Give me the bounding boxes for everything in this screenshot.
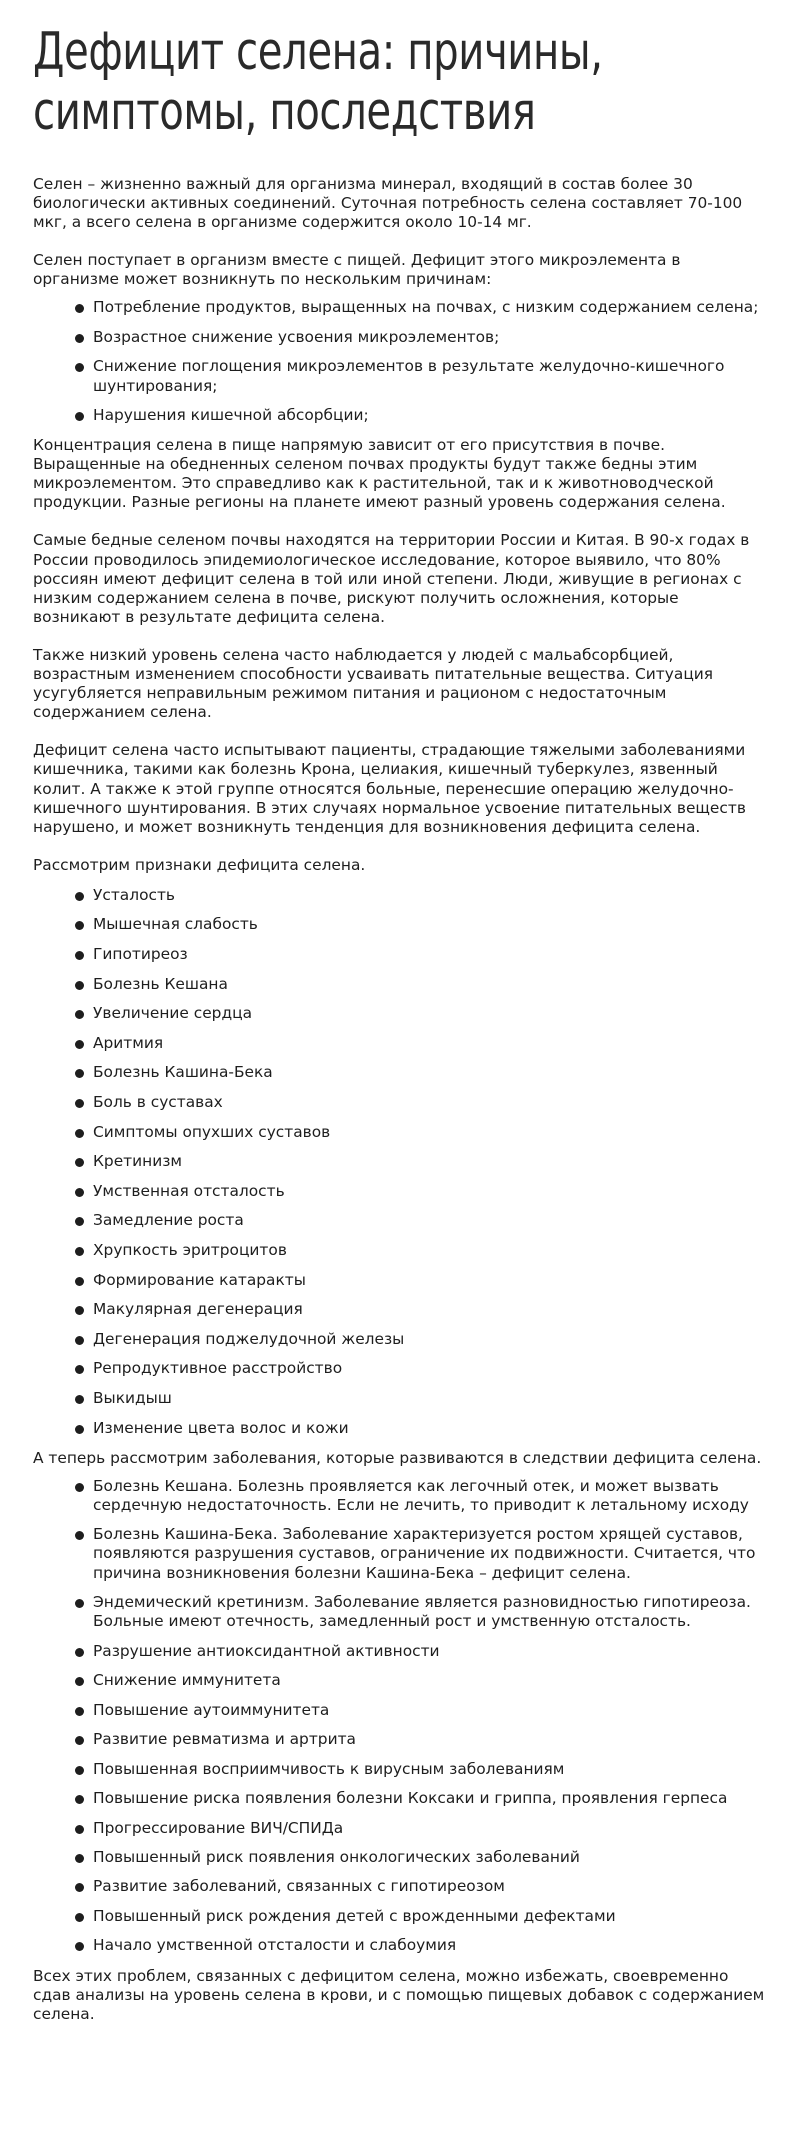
list-item: Снижение поглощения микроэлементов в результате желудочно-кишечного шунтирования; bbox=[93, 357, 768, 395]
list-item: Изменение цвета волос и кожи bbox=[93, 1419, 768, 1438]
list-item: Увеличение сердца bbox=[93, 1004, 768, 1023]
list-item: Макулярная дегенерация bbox=[93, 1300, 768, 1319]
reasons-intro-paragraph: Селен поступает в организм вместе с пищей. Дефицит этого микроэлемента в организме может возникнуть по нескольким причинам: bbox=[33, 251, 681, 289]
list-item: Репродуктивное расстройство bbox=[93, 1359, 768, 1378]
list-item: Повышенный риск рождения детей с врожденными дефектами bbox=[93, 1907, 768, 1926]
list-item: Повышенная восприимчивость к вирусным заболеваниям bbox=[93, 1760, 768, 1779]
list-item: Выкидыш bbox=[93, 1389, 768, 1408]
list-item: Повышенный риск появления онкологических заболеваний bbox=[93, 1848, 768, 1867]
list-item: Болезнь Кашина-Бека. Заболевание характеризуется ростом хрящей суставов, появляются разрушения суставов, ограничение их подвижности. Считается, что причина возникновения болезни Кашина-Бека – дефицит селена. bbox=[93, 1525, 768, 1582]
list-item: Развитие ревматизма и артрита bbox=[93, 1730, 768, 1749]
list-item: Хрупкость эритроцитов bbox=[93, 1241, 768, 1260]
reasons-list bbox=[33, 298, 768, 425]
list-item: Прогрессирование ВИЧ/СПИДа bbox=[93, 1819, 768, 1838]
list-item: Потребление продуктов, выращенных на почвах, с низким содержанием селена; bbox=[93, 298, 768, 317]
intro-paragraph: Селен – жизненно важный для организма минерал, входящий в состав более 30 биологически активных соединений. Суточная потребность селена составляет 70-100 мкг, а всего селена в организме содержится около 10-14 мг. bbox=[33, 175, 743, 232]
list-item: Боль в суставах bbox=[93, 1093, 768, 1112]
soil-paragraph: Концентрация селена в пище напрямую зависит от его присутствия в почве. Выращенные на обедненных селеном почвах продукты будут также бедны этим микроэлементом. Это справедливо как к растительной, так и к животноводческой продукции. Разные регионы на планете имеют разный уровень содержания селена. bbox=[33, 436, 726, 512]
article-body bbox=[33, 175, 768, 2024]
list-item: Возрастное снижение усвоения микроэлементов; bbox=[93, 328, 768, 347]
signs-list bbox=[33, 886, 768, 1438]
list-item: Формирование катаракты bbox=[93, 1271, 768, 1290]
list-item: Повышение аутоиммунитета bbox=[93, 1701, 768, 1720]
list-item: Симптомы опухших суставов bbox=[93, 1123, 768, 1142]
list-item: Болезнь Кешана bbox=[93, 975, 768, 994]
malabsorption-paragraph: Также низкий уровень селена часто наблюдается у людей с мальабсорбцией, возрастным изменением способности усваивать питательные вещества. Ситуация усугубляется неправильным режимом питания и рационом с недостаточным содержанием селена. bbox=[33, 645, 714, 722]
list-item: Усталость bbox=[93, 886, 768, 905]
diseases-intro-paragraph: А теперь рассмотрим заболевания, которые развиваются в следствии дефицита селена. bbox=[33, 1448, 762, 1467]
list-item: Умственная отсталость bbox=[93, 1182, 768, 1201]
diseases-list bbox=[33, 1477, 768, 1956]
list-item: Нарушения кишечной абсорбции; bbox=[93, 406, 768, 425]
list-item: Повышение риска появления болезни Коксаки и гриппа, проявления герпеса bbox=[93, 1789, 768, 1808]
list-item: Начало умственной отсталости и слабоумия bbox=[93, 1936, 768, 1955]
patients-paragraph: Дефицит селена часто испытывают пациенты, страдающие тяжелыми заболеваниями кишечника, такими как болезнь Крона, целиакия, кишечный туберкулез, язвенный колит. А также к этой группе относятся больные, перенесшие операцию желудочно-кишечного шунтирования. В этих случаях нормальное усвоение питательных веществ нарушено, и может возникнуть тенденция для возникновения дефицита селена. bbox=[33, 741, 746, 836]
page-title: Дефицит селена: причины, симптомы, последствия bbox=[33, 22, 603, 142]
list-item: Снижение иммунитета bbox=[93, 1671, 768, 1690]
list-item: Эндемический кретинизм. Заболевание является разновидностью гипотиреоза. Больные имеют отечность, замедленный рост и умственную отсталость. bbox=[93, 1593, 768, 1631]
list-item: Развитие заболеваний, связанных с гипотиреозом bbox=[93, 1877, 768, 1896]
list-item: Мышечная слабость bbox=[93, 915, 768, 934]
conclusion-paragraph: Всех этих проблем, связанных с дефицитом селена, можно избежать, своевременно сдав анализы на уровень селена в крови, и с помощью пищевых добавок с содержанием селена. bbox=[33, 1966, 765, 2023]
list-item: Аритмия bbox=[93, 1034, 768, 1053]
list-item: Гипотиреоз bbox=[93, 945, 768, 964]
list-item: Замедление роста bbox=[93, 1211, 768, 1230]
list-item: Болезнь Кешана. Болезнь проявляется как легочный отек, и может вызвать сердечную недостаточность. Если не лечить, то приводит к летальному исходу bbox=[93, 1477, 768, 1515]
list-item: Дегенерация поджелудочной железы bbox=[93, 1330, 768, 1349]
regions-paragraph: Самые бедные селеном почвы находятся на территории России и Китая. В 90-х годах в России проводилось эпидемиологическое исследование, которое выявило, что 80% россиян имеют дефицит селена в той или иной степени. Люди, живущие в регионах с низким содержанием селена в почве, рискуют получить осложнения, которые возникают в результате дефицита селена. bbox=[33, 531, 750, 626]
list-item: Болезнь Кашина-Бека bbox=[93, 1063, 768, 1082]
signs-intro-paragraph: Рассмотрим признаки дефицита селена. bbox=[33, 855, 366, 874]
list-item: Разрушение антиоксидантной активности bbox=[93, 1642, 768, 1661]
list-item: Кретинизм bbox=[93, 1152, 768, 1171]
